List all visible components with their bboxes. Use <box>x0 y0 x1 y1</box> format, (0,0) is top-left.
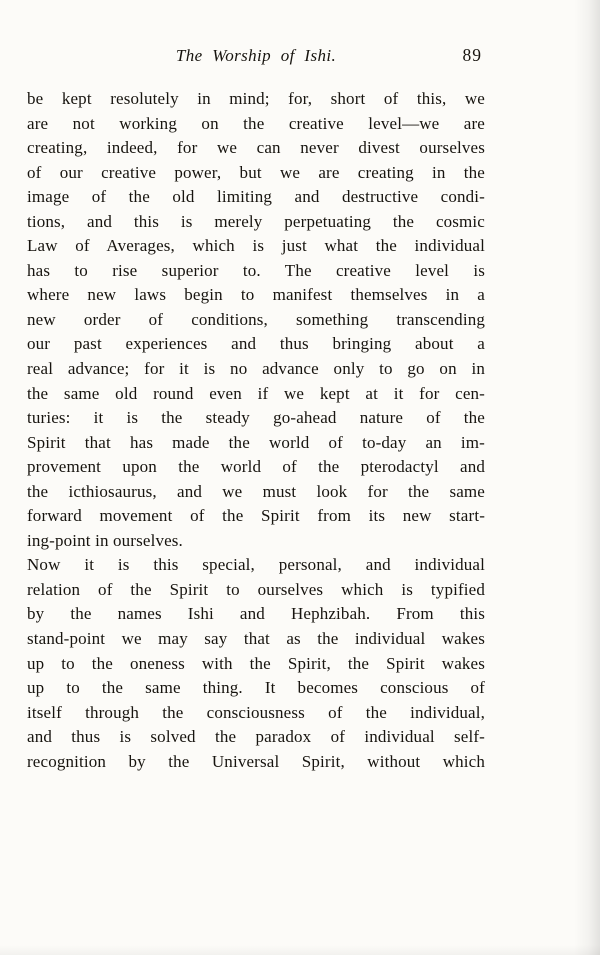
text-line: itself through the consciousness of the individual, <box>27 702 485 722</box>
text-line: Spirit that has made the world of to-day an im- <box>27 432 485 452</box>
text-line: stand-point we may say that as the individual wakes <box>27 629 485 649</box>
scan-edge-shadow-bottom <box>0 945 600 955</box>
text-line: of our creative power, but we are creating in the <box>27 162 485 182</box>
text-line: tions, and this is merely perpetuating the cosmic <box>27 211 485 231</box>
text-line: real advance; for it is no advance only to go on in <box>27 359 485 379</box>
text-line: the icthiosaurus, and we must look for the same <box>27 481 485 501</box>
text-line: image of the old limiting and destructive condi- <box>27 187 485 207</box>
text-line: new order of conditions, something transcending <box>27 309 485 329</box>
text-line: recognition by the Universal Spirit, without which <box>27 751 485 771</box>
text-line: up to the oneness with the Spirit, the Spirit wakes <box>27 653 485 673</box>
paragraph <box>27 87 485 553</box>
text-line: be kept resolutely in mind; for, short of this, we <box>27 89 485 108</box>
running-title: The Worship of Ishi. <box>175 46 337 65</box>
text-line: turies: it is the steady go-ahead nature of the <box>27 408 485 428</box>
text-line: and thus is solved the paradox of individual self- <box>27 727 485 747</box>
text-line: forward movement of the Spirit from its new start- <box>27 506 485 526</box>
body-text <box>27 87 485 774</box>
text-line: ing-point in ourselves. <box>27 530 183 550</box>
paragraph <box>27 553 485 774</box>
text-line: up to the same thing. It becomes conscious of <box>27 678 485 698</box>
page-header <box>27 46 485 72</box>
text-line: are not working on the creative level—we are <box>27 113 485 133</box>
text-line: our past experiences and thus bringing about a <box>27 334 485 354</box>
text-line: where new laws begin to manifest themselves in a <box>27 285 485 305</box>
text-line: Now it is this special, personal, and individual <box>27 555 485 575</box>
text-line: relation of the Spirit to ourselves which is typified <box>27 579 485 599</box>
text-line: the same old round even if we kept at it for cen- <box>27 383 485 403</box>
text-line: by the names Ishi and Hephzibah. From this <box>27 604 485 624</box>
page-number: 89 <box>462 45 482 65</box>
page-content <box>27 46 485 774</box>
scan-edge-shadow <box>574 0 600 955</box>
text-line: Law of Averages, which is just what the individual <box>27 236 485 256</box>
text-line: provement upon the world of the pterodactyl and <box>27 457 485 477</box>
text-line: creating, indeed, for we can never divest ourselves <box>27 138 485 158</box>
text-line: has to rise superior to. The creative level is <box>27 260 485 280</box>
